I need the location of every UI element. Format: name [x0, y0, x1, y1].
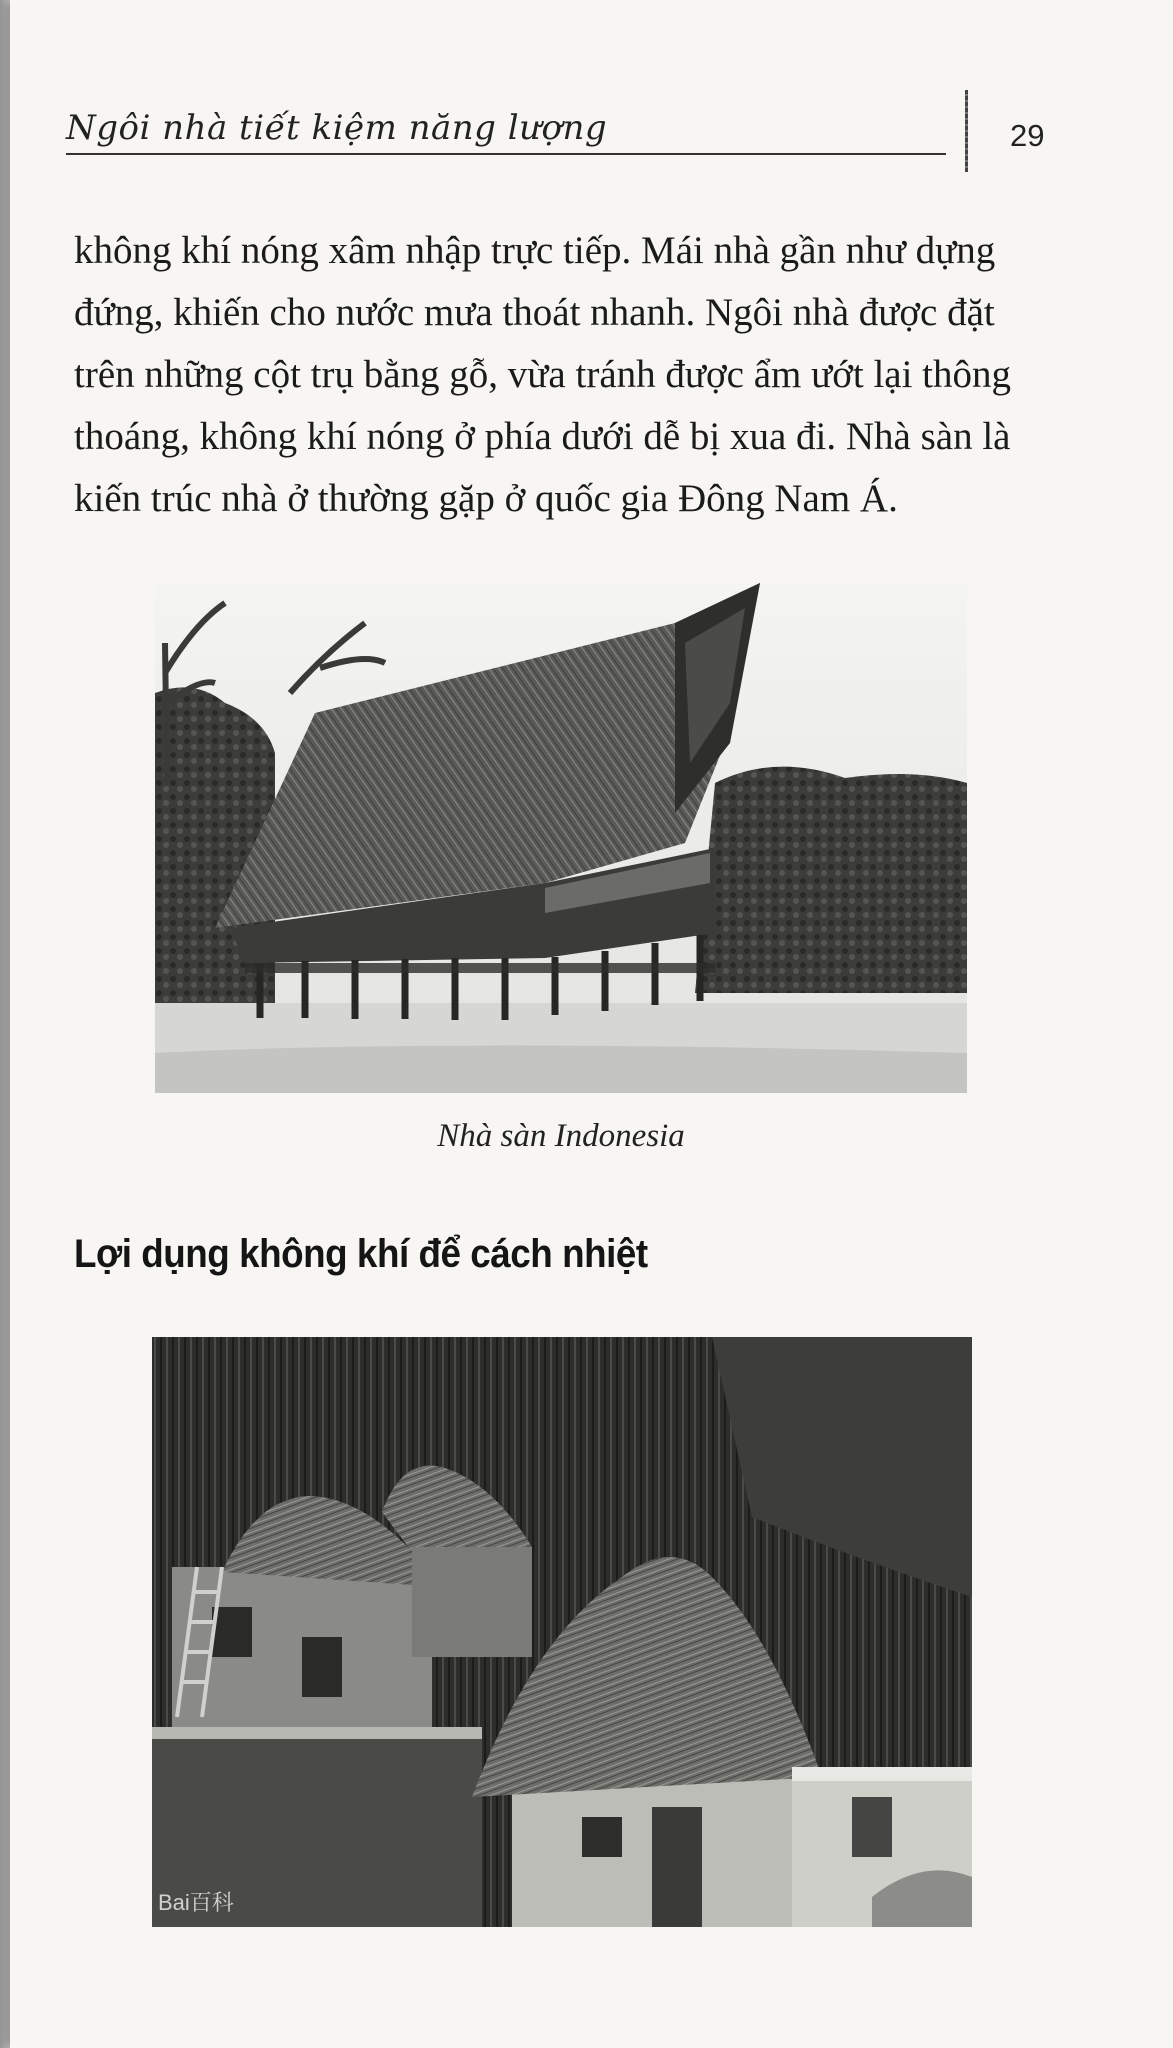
header-divider: [965, 90, 968, 172]
body-line: đứng, khiến cho nước mưa thoát nhanh. Ngôi nhà được đặt: [74, 291, 995, 334]
section-heading: Lợi dụng không khí để cách nhiệt: [74, 1232, 648, 1276]
thatched-huts-photo: [152, 1337, 972, 1927]
body-line: kiến trúc nhà ở thường gặp ở quốc gia Đông Nam Á.: [74, 477, 898, 520]
stilt-house-photo: [155, 583, 967, 1093]
page-number: 29: [1010, 118, 1045, 153]
figure-caption: Nhà sàn Indonesia: [437, 1118, 685, 1154]
body-line: trên những cột trụ bằng gỗ, vừa tránh được ẩm ướt lại thông: [74, 353, 1012, 396]
page-left-edge: [0, 0, 10, 2048]
body-paragraph: [74, 220, 1064, 530]
running-title: Ngôi nhà tiết kiệm năng lượng: [66, 108, 608, 148]
book-page: [10, 0, 1173, 2048]
image-watermark: Bai百科: [158, 1890, 234, 1915]
body-line: thoáng, không khí nóng ở phía dưới dễ bị xua đi. Nhà sàn là: [74, 415, 1011, 458]
header-rule: [66, 153, 946, 155]
body-line: không khí nóng xâm nhập trực tiếp. Mái nhà gần như dựng: [74, 229, 996, 272]
